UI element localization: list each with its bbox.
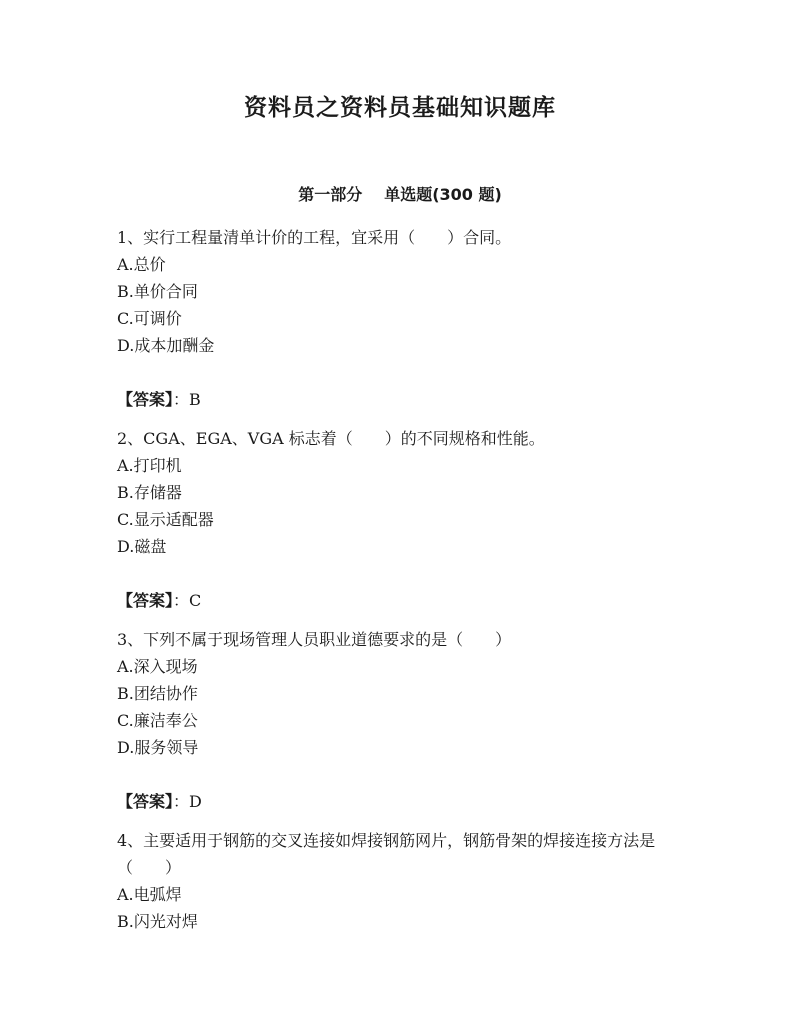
section-name: 单选题(300 题) <box>384 185 502 204</box>
answer-separator: ： <box>173 792 190 811</box>
section-title <box>0 183 800 207</box>
answer-separator: ： <box>173 390 190 409</box>
answer-value: D <box>189 792 202 811</box>
option-b: B.闪光对焊 <box>117 912 198 931</box>
answer-label: 【答案】 <box>117 591 174 610</box>
answer-label: 【答案】 <box>117 390 174 409</box>
question-stem: 4、主要适用于钢筋的交叉连接如焊接钢筋网片，钢筋骨架的焊接连接方法是（ ） <box>117 831 656 877</box>
option-c: C.可调价 <box>117 309 182 328</box>
option-b: B.单价合同 <box>117 282 198 301</box>
answer-label: 【答案】 <box>117 792 174 811</box>
question-1 <box>117 224 687 413</box>
section-part: 第一部分 <box>298 185 363 204</box>
question-2 <box>117 425 687 614</box>
question-list <box>117 224 687 935</box>
option-a: A.总价 <box>117 255 166 274</box>
answer-separator: ： <box>173 591 190 610</box>
option-d: D.成本加酬金 <box>117 336 215 355</box>
question-stem: 3、下列不属于现场管理人员职业道德要求的是（ ） <box>117 630 512 649</box>
option-d: D.服务领导 <box>117 738 199 757</box>
question-stem: 2、CGA、EGA、VGA 标志着（ ）的不同规格和性能。 <box>117 429 545 448</box>
question-4 <box>117 827 687 935</box>
answer-line <box>117 386 687 413</box>
question-stem: 1、实行工程量清单计价的工程，宜采用（ ）合同。 <box>117 228 512 247</box>
option-b: B.存储器 <box>117 483 182 502</box>
answer-value: C <box>189 591 202 610</box>
option-c: C.廉洁奉公 <box>117 711 198 730</box>
answer-value: B <box>189 390 201 409</box>
option-a: A.电弧焊 <box>117 885 182 904</box>
question-3 <box>117 626 687 815</box>
answer-line <box>117 788 687 815</box>
document-title: 资料员之资料员基础知识题库 <box>244 94 556 121</box>
option-a: A.深入现场 <box>117 657 198 676</box>
option-a: A.打印机 <box>117 456 182 475</box>
option-b: B.团结协作 <box>117 684 198 703</box>
answer-line <box>117 587 687 614</box>
option-d: D.磁盘 <box>117 537 167 556</box>
option-c: C.显示适配器 <box>117 510 214 529</box>
